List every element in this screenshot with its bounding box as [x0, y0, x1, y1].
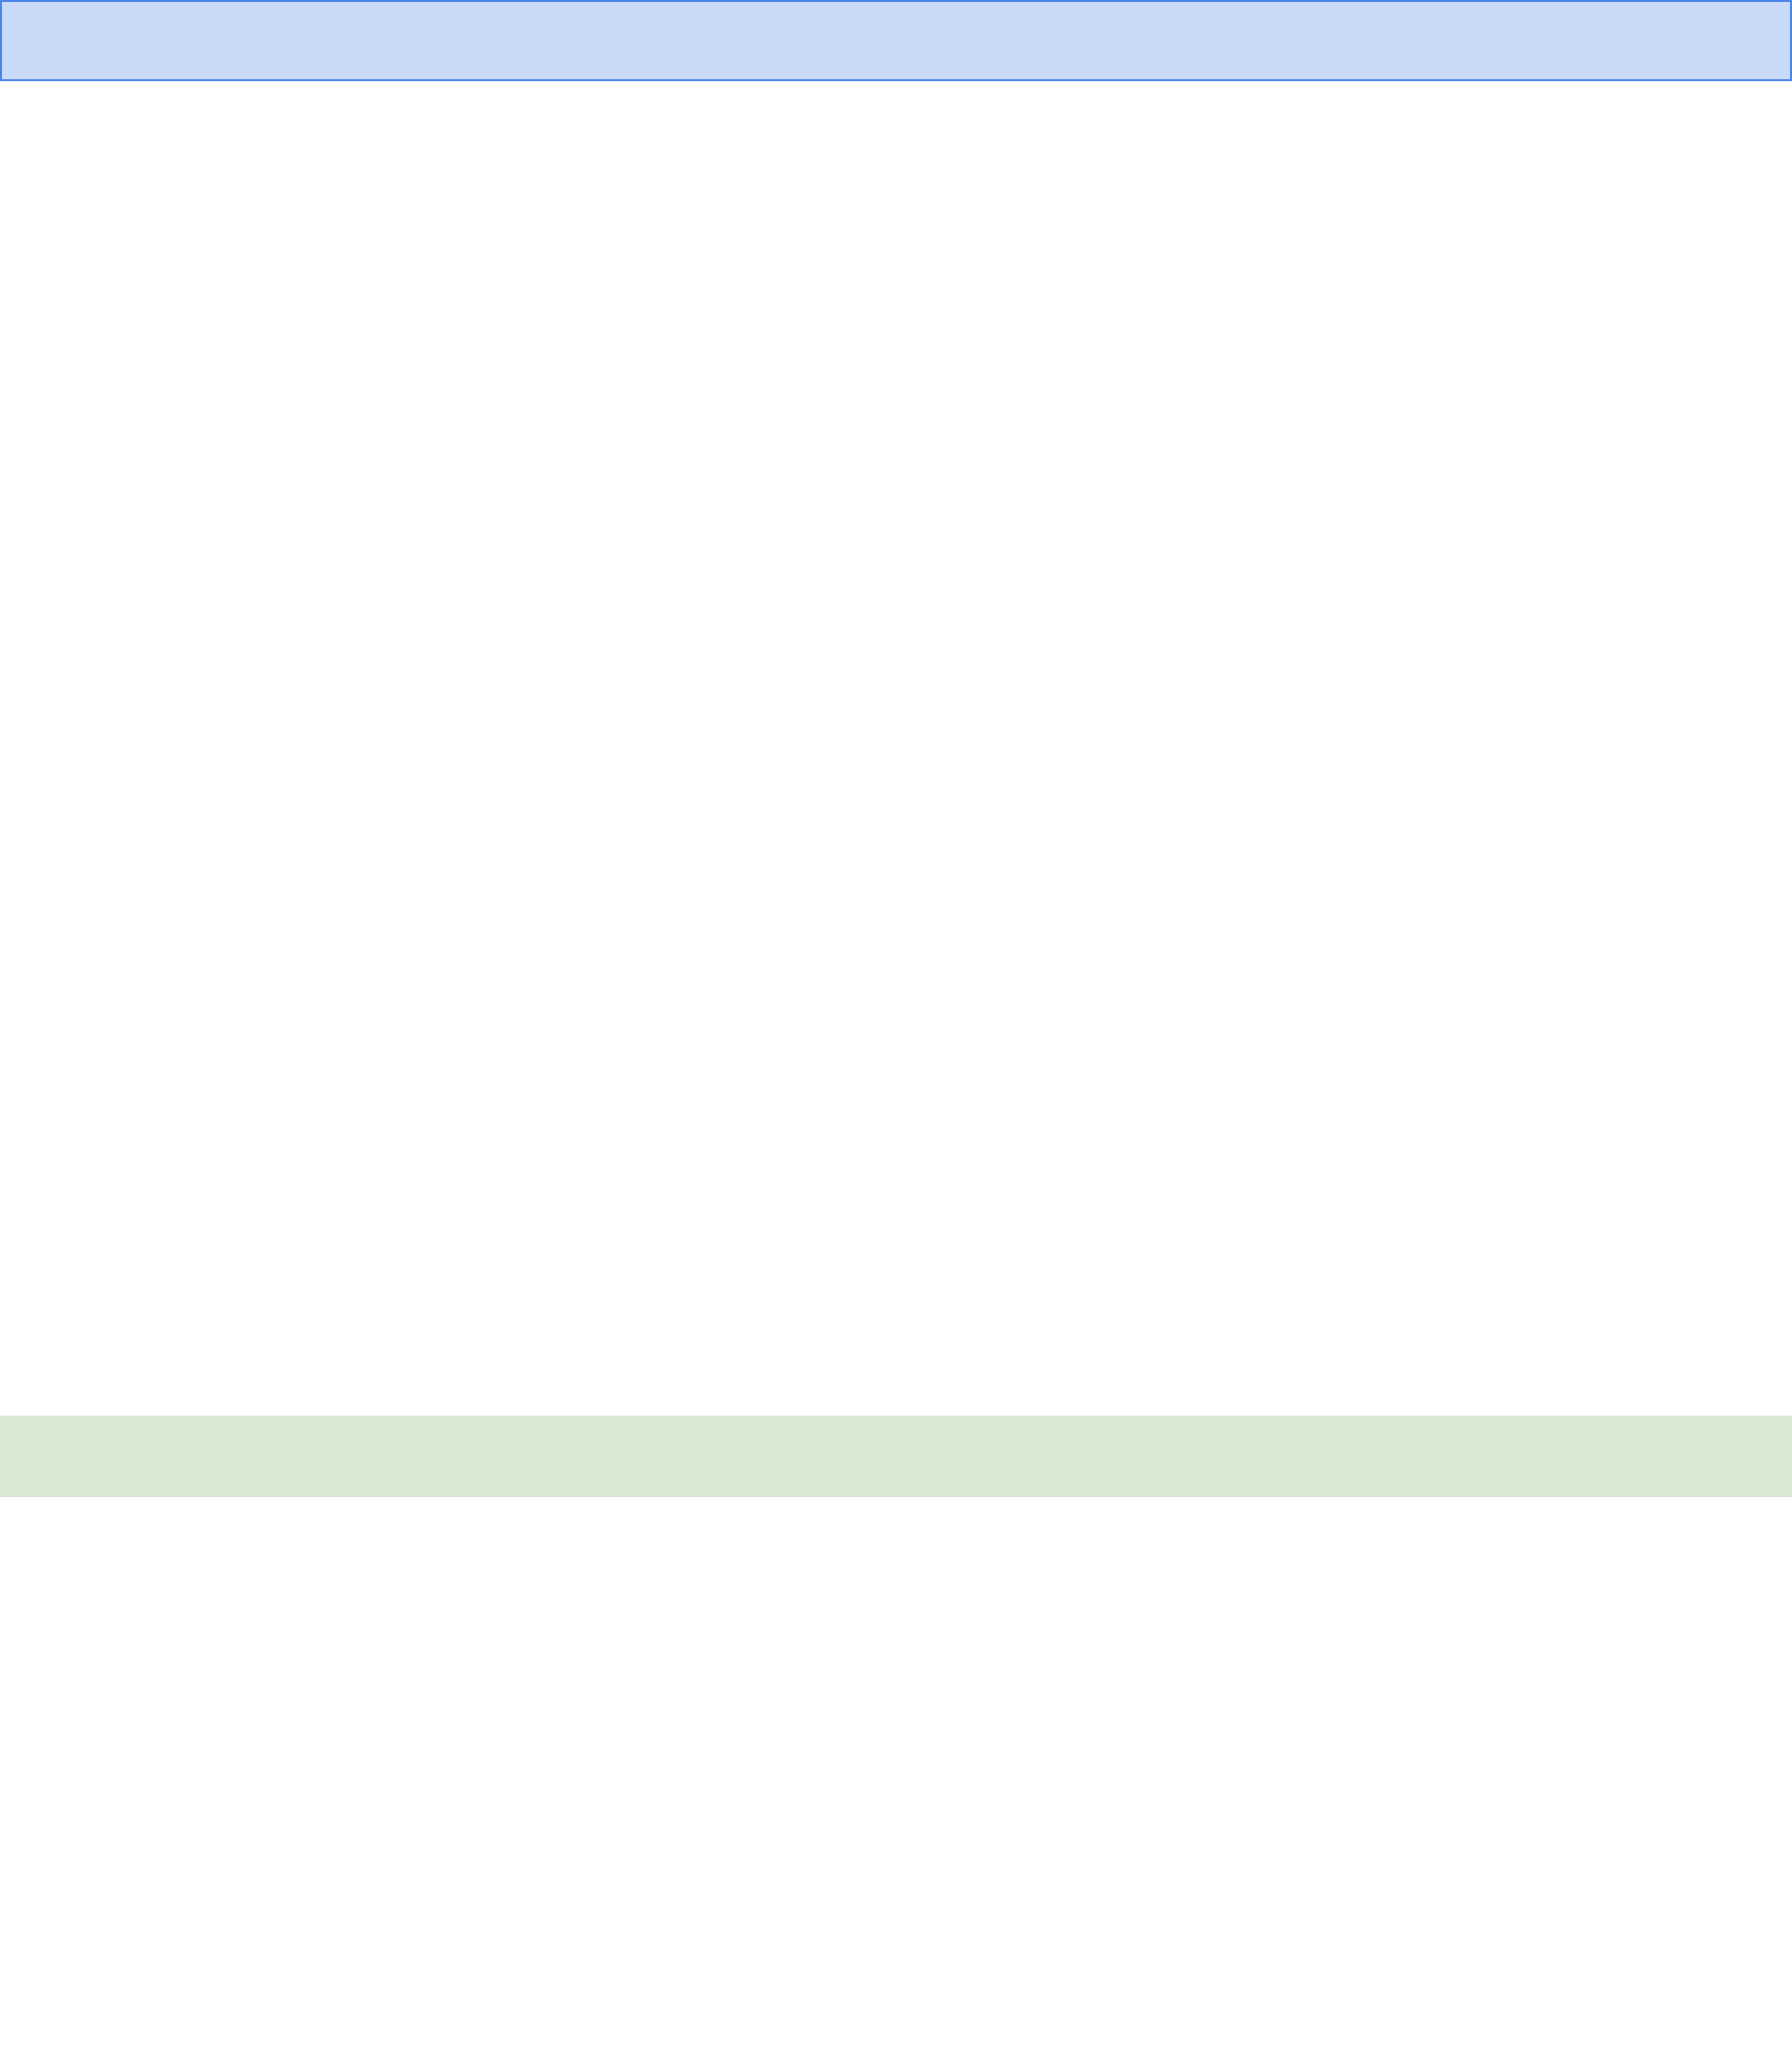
sheet-title[interactable]: [0, 0, 1792, 81]
weekly-tracking-title[interactable]: [0, 1416, 1792, 1497]
